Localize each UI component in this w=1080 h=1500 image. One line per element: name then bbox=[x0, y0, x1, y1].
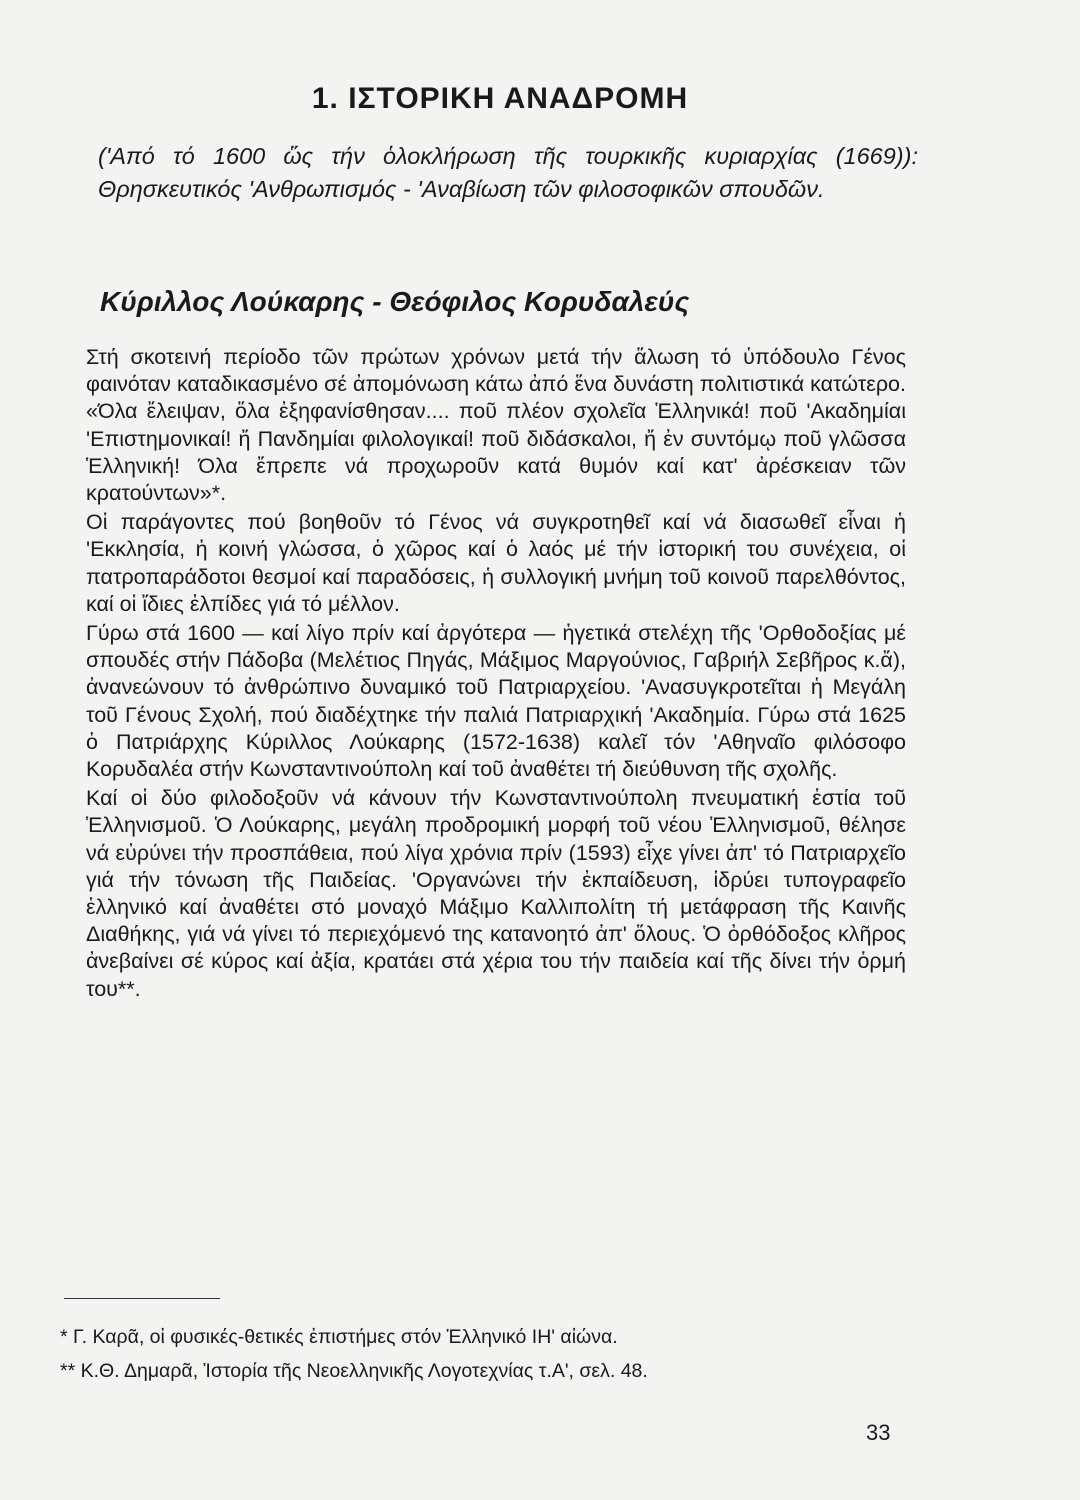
chapter-subtitle: ('Από τό 1600 ὥς τήν ὁλοκλήρωση τῆς τουρκικῆς κυριαρχίας (1669)): Θρησκευτικός 'Ανθρωπισμός - 'Αναβίωση τῶν φιλοσοφικῶν σπουδῶν. bbox=[98, 143, 918, 202]
section-heading: Κύριλλος Λούκαρης - Θεόφιλος Κορυδαλεύς bbox=[100, 286, 690, 317]
footnote: ** Κ.Θ. Δημαρᾶ, Ἱστορία τῆς Νεοελληνικῆς Λογοτεχνίας τ.Α', σελ. 48. bbox=[60, 1360, 648, 1382]
paragraph: Καί οἱ δύο φιλοδοξοῦν νά κάνουν τήν Κωνσταντινούπολη πνευματική ἑστία τοῦ Ἑλληνισμοῦ. Ὁ Λούκαρης, μεγάλη προδρομική μορφή τοῦ νέου Ἑλληνισμοῦ, θέλησε νά εὐρύνει τήν προσπάθεια, πού λίγα χρόνια πρίν (1593) εἶχε γίνει ἀπ' τό Πατριαρχεῖο γιά τήν τόνωση τῆς Παιδείας. 'Οργανώνει τήν ἐκπαίδευση, ἱδρύει τυπογραφεῖο ἑλληνικό καί ἀναθέτει στό μοναχό Μάξιμο Καλλιπολίτη τή μετάφραση τῆς Καινῆς Διαθήκης, γιά νά γίνει τό περιεχόμενό της κατανοητό ἀπ' ὅλους. Ὁ ὀρθόδοξος κλῆρος ἀνεβαίνει σέ κύρος καί ἀξία, κρατάει στά χέρια του τήν παιδεία καί τῆς δίνει τήν ὁρμή του**. bbox=[86, 786, 906, 1001]
footnote: * Γ. Καρᾶ, οἱ φυσικές-θετικές ἐπιστήμες στόν Ἑλληνικό ΙΗ' αἰώνα. bbox=[60, 1326, 618, 1348]
paragraph: Οἱ παράγοντες πού βοηθοῦν τό Γένος νά συγκροτηθεῖ καί νά διασωθεῖ εἶναι ἡ 'Εκκλησία, ἡ κοινή γλώσσα, ὁ χῶρος καί ὁ λαός μέ τήν ἱστορική του συνέχεια, οἱ πατροπαράδοτοι θεσμοί καί παραδόσεις, ἡ συλλογική μνήμη τοῦ κοινοῦ παρελθόντος, καί οἱ ἴδιες ἐλπίδες γιά τό μέλλον. bbox=[86, 510, 906, 616]
footnote-divider bbox=[64, 1298, 220, 1299]
page-number: 33 bbox=[866, 1420, 891, 1445]
paragraph: Στή σκοτεινή περίοδο τῶν πρώτων χρόνων μετά τήν ἅλωση τό ὑπόδουλο Γένος φαινόταν καταδικασμένο σέ ἀπομόνωση κάτω ἀπό ἕνα δυνάστη πολιτιστικά κατώτερο. «Όλα ἔλειψαν, ὅλα ἐξηφανίσθησαν.... ποῦ πλέον σχολεῖα Ἑλληνικά! ποῦ 'Ακαδημίαι 'Επιστημονικαί! ἤ Πανδημίαι φιλολογικαί! ποῦ διδάσκαλοι, ἤ ἐν συντόμῳ ποῦ γλῶσσα Ἑλληνική! Όλα ἔπρεπε νά προχωροῦν κατά θυμόν καί κατ' ἀρέσκειαν τῶν κρατούντων»*. bbox=[86, 345, 906, 506]
paragraph: Γύρω στά 1600 — καί λίγο πρίν καί ἀργότερα — ἡγετικά στελέχη τῆς 'Ορθοδοξίας μέ σπουδές στήν Πάδοβα (Μελέτιος Πηγάς, Μάξιμος Μαργούνιος, Γαβριήλ Σεβῆρος κ.ἄ), ἀνανεώνουν τό ἀνθρώπινο δυναμικό τοῦ Πατριαρχείου. 'Ανασυγκροτεῖται ἡ Μεγάλη τοῦ Γένους Σχολή, πού διαδέχτηκε τήν παλιά Πατριαρχική 'Ακαδημία. Γύρω στά 1625 ὁ Πατριάρχης Κύριλλος Λούκαρης (1572-1638) καλεῖ τόν 'Αθηναῖο φιλόσοφο Κορυδαλέα στήν Κωνσταντινούπολη καί τοῦ ἀναθέτει τή διεύθυνση τῆς σχολῆς. bbox=[86, 621, 906, 782]
body-text bbox=[86, 344, 906, 1003]
footnotes bbox=[60, 1320, 860, 1388]
chapter-title: 1. ΙΣΤΟΡΙΚΗ ΑΝΑΔΡΟΜΗ bbox=[311, 82, 689, 115]
